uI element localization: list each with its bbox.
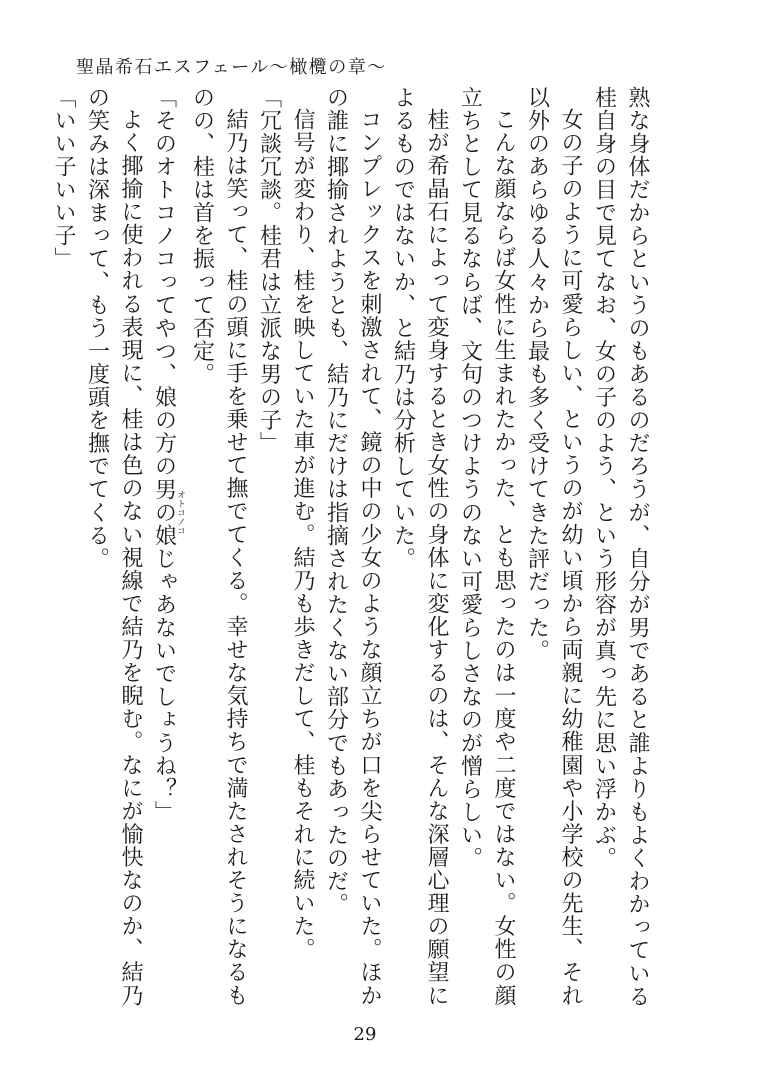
dialogue-text-after: じゃあないでしょうね？」 xyxy=(151,547,177,824)
paragraph-9-dialogue xyxy=(147,86,185,1009)
paragraph-6: 信号が変わり、桂を映していた車が進む。結乃も歩きだして、桂もそれに続いた。 xyxy=(290,108,315,961)
paragraph-5: コンプレックスを刺激されて、鏡の中の少女のような顔立ちが口を尖らせていた。ほかの誰に揶揄されようとも、結乃にだけは指摘されたくない部分でもあったのだ。 xyxy=(323,86,382,1007)
paragraph-1: 熟な身体だからというのもあるのだろうが、自分が男であると誰よりもよくわかっている桂自身の目で見てなお、女の子のよう、という形容が真っ先に思い浮かぶ。 xyxy=(591,86,650,1008)
page-number: 29 xyxy=(353,1024,377,1045)
running-header: 聖晶希石エスフェール～橄欖の章～ xyxy=(76,57,387,78)
paragraph-11-dialogue: 「いい子いい子」 xyxy=(51,86,76,271)
paragraph-3: こんな顔ならば女性に生まれたかった、とも思ったのは一度や二度ではない。女性の顔立ちとして見るならば、文句のつけようのない可愛らしさなのが憎らしい。 xyxy=(457,86,516,1007)
paragraph-10: よく揶揄に使われる表現に、桂は色のない視線で結乃を睨む。なにが愉快なのか、結乃の笑みは深まって、もう一度頭を撫でてくる。 xyxy=(84,86,143,1007)
ruby-otokonoko xyxy=(151,477,185,548)
paragraph-7-dialogue: 「冗談冗談。桂君は立派な男の子」 xyxy=(256,86,282,455)
paragraph-2: 女の子のように可愛らしい、というのが幼い頃から両親に幼稚園や小学校の先生、それ以外のあらゆる人々から最も多く受けてきた評だった。 xyxy=(524,86,583,1007)
ruby-base: 男の娘 xyxy=(151,477,177,548)
body-text xyxy=(47,86,655,1009)
paragraph-4: 桂が希晶石によって変身するとき女性の身体に変化するのは、そんな深層心理の願望によるものではないか、と結乃は分析していた。 xyxy=(390,86,449,1007)
paragraph-8: 結乃は笑って、桂の頭に手を乗せて撫でてくる。幸せな気持ちで満たされそうになるものの、桂は首を振って否定。 xyxy=(189,86,248,1007)
dialogue-text-before: 「そのオトコノコってやつ、娘の方の xyxy=(151,86,177,478)
ruby-text: オトコノコ xyxy=(175,477,185,548)
